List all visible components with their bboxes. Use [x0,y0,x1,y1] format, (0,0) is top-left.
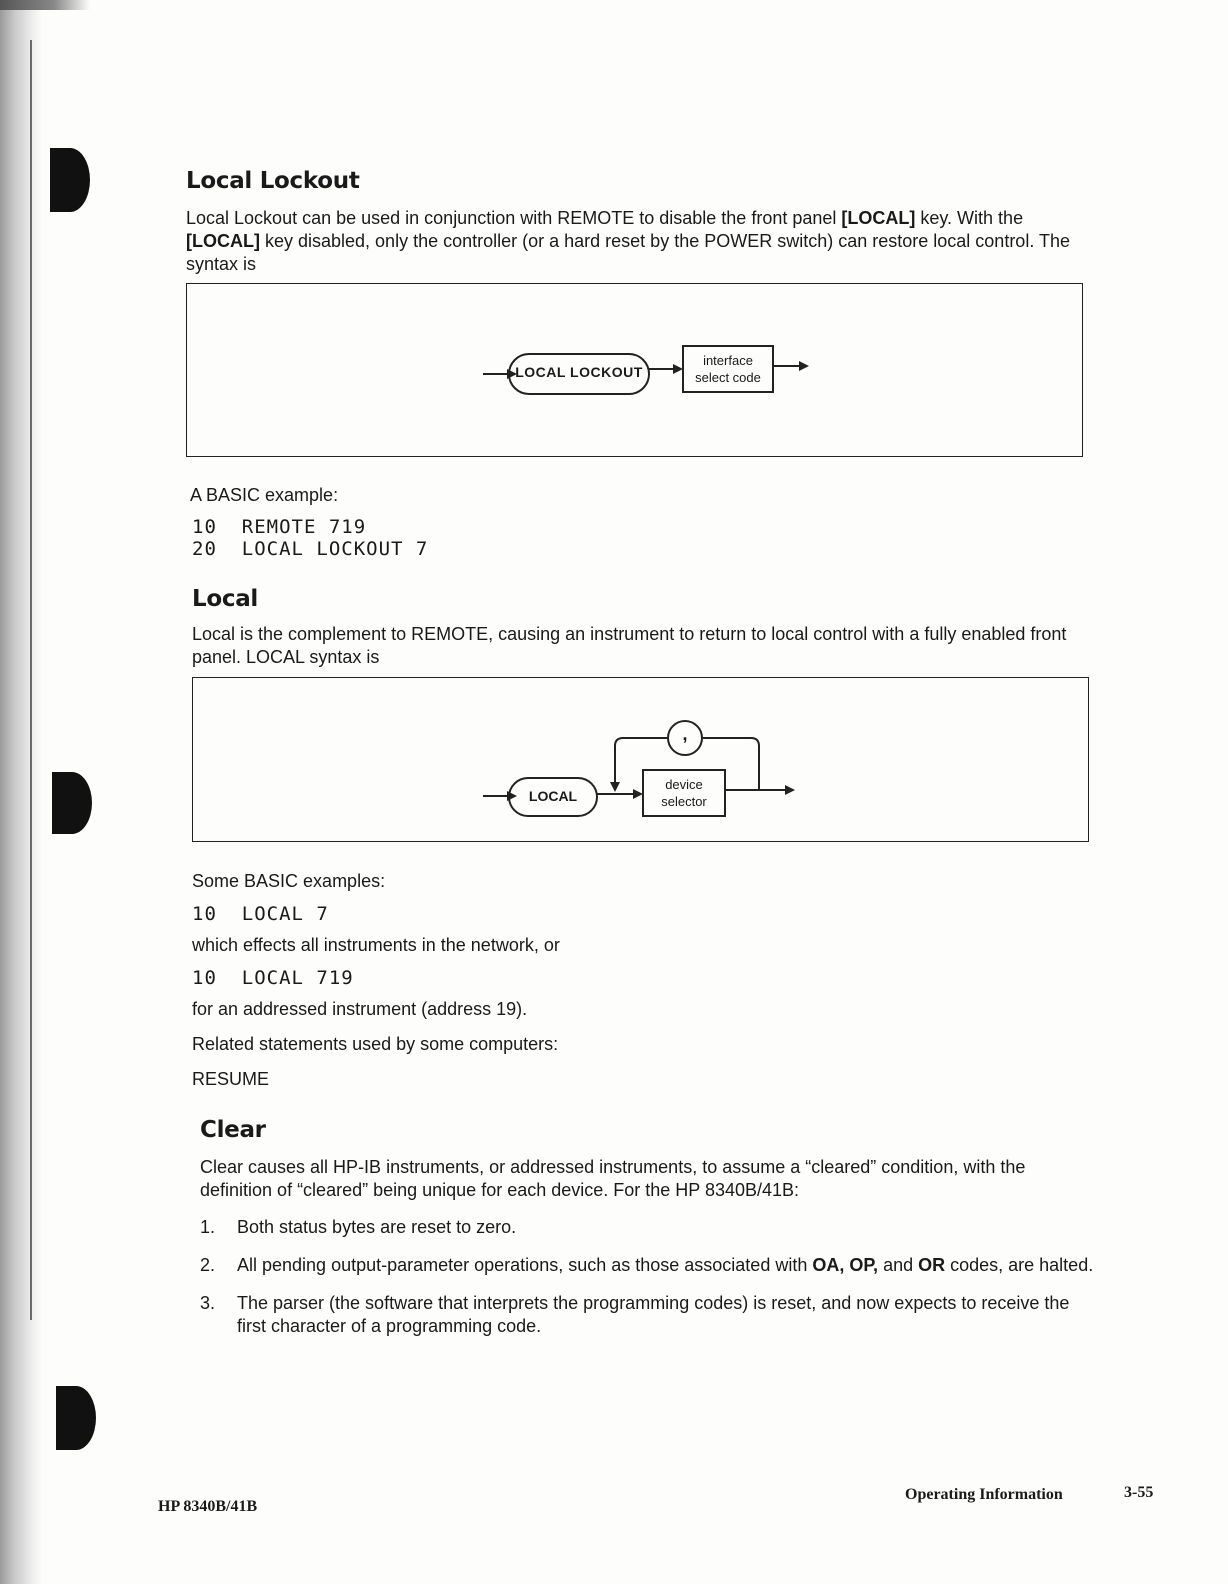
list-number: 3. [200,1293,216,1313]
intro-text-1: Local Lockout can be used in conjunction with REMOTE to disable the front panel [186,208,842,228]
code-line: 10 REMOTE 719 [192,516,367,538]
param-device-selector [643,776,725,810]
code-oa: OA, [812,1255,845,1275]
punch-hole-bottom [56,1386,96,1450]
local-lockout-intro [186,207,1101,276]
keyword-local: LOCAL [528,788,578,804]
binding-top-shadow [0,0,90,10]
binding-edge [0,0,42,1584]
section-local-lockout [186,168,1101,560]
local-key-label-2: [LOCAL] [186,231,260,251]
clear-actions-list [200,1216,1101,1338]
heading-local: Local [192,586,258,612]
intro-text-3: key disabled, only the controller (or a hard reset by the POWER switch) can restore local control. The syntax is [186,231,1071,274]
separator-comma: , [682,724,688,744]
code-block-local-lockout [192,516,1101,560]
list-text [237,1254,1093,1277]
item-text: codes, are halted. [945,1255,1094,1275]
heading-local-lockout: Local Lockout [186,168,360,194]
footer-model: HP 8340B/41B [158,1498,258,1515]
list-item [200,1254,1101,1277]
page-content [186,168,1101,1338]
local-intro: Local is the complement to REMOTE, causing an instrument to return to local control with a fully enabled front panel. LOCAL syntax is [192,624,1067,667]
examples-label: Some BASIC examples: [192,871,386,891]
keyword-local-lockout: LOCAL LOCKOUT [515,364,643,380]
related-statement: RESUME [192,1069,270,1089]
code-line: 20 LOCAL LOCKOUT 7 [192,538,429,560]
param-line-2: select code [695,370,761,385]
list-item [200,1292,1101,1338]
punch-hole-middle [52,772,92,834]
clear-intro: Clear causes all HP-IB instruments, or addressed instruments, to assume a “cleared” condition, with the definition of “cleared” being unique for each device. For the HP 8340B/41B: [200,1157,1026,1200]
syntax-diagram-local-lockout [186,283,1083,457]
code-or: OR [918,1255,946,1275]
list-number: 2. [200,1255,216,1275]
param-line-1: interface [703,353,753,368]
example-label: A BASIC example: [190,485,339,505]
list-number: 1. [200,1217,216,1237]
item-text: All pending output-parameter operations, such as those associated with [237,1255,813,1275]
note-addressed: for an addressed instrument (address 19). [192,999,528,1019]
code-op: OP, [849,1255,879,1275]
note-network: which effects all instruments in the network, or [192,935,560,955]
section-clear [200,1117,1101,1338]
punch-hole-top [50,148,90,212]
code-line: 10 LOCAL 7 [192,903,329,925]
list-text: The parser (the software that interprets the programming codes) is reset, and now expects to receive the first character of a programming code. [237,1293,1070,1336]
local-key-label-1: [LOCAL] [841,208,916,228]
param-line-2: selector [661,794,707,809]
footer-page-number: 3-55 [1124,1484,1154,1501]
heading-clear: Clear [200,1117,266,1143]
related-label: Related statements used by some computers: [192,1034,559,1054]
item-text: and [878,1255,919,1275]
list-text: Both status bytes are reset to zero. [237,1217,517,1237]
intro-text-2: key. With the [915,208,1024,228]
syntax-diagram-lines [193,678,1088,841]
syntax-diagram-local [192,677,1089,842]
list-item [200,1216,1101,1239]
code-line: 10 LOCAL 719 [192,967,354,989]
param-interface-select-code [683,352,773,386]
footer-section-title: Operating Information [905,1486,1063,1503]
param-line-1: device [665,777,703,792]
binding-line [30,40,32,1320]
section-local [192,586,1101,1091]
